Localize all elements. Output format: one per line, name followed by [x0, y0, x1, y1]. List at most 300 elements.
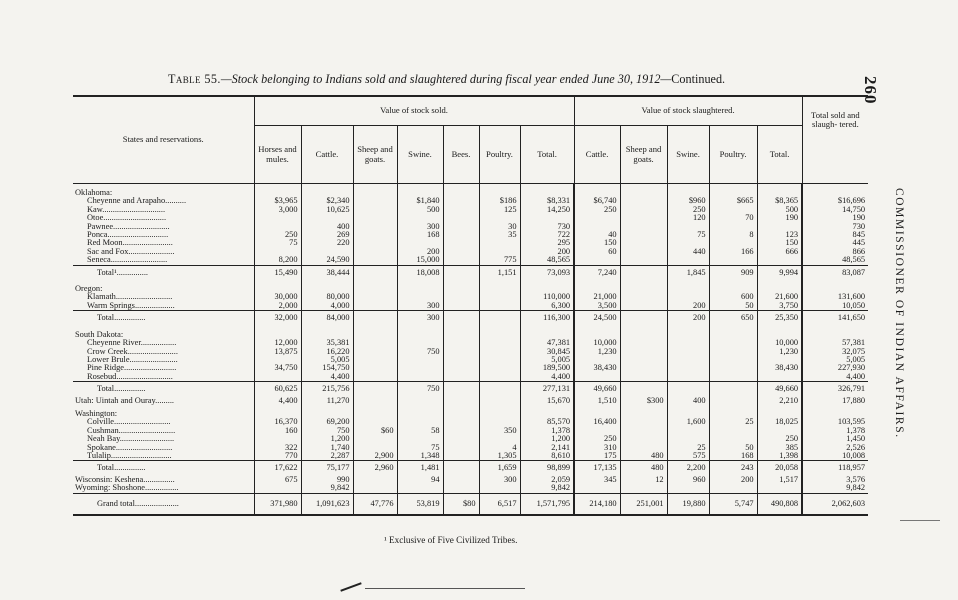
cell-value: [443, 214, 479, 222]
cell-value: [520, 214, 574, 222]
cell-value: [574, 214, 620, 222]
cell-value: [397, 184, 443, 198]
table-row: [73, 302, 868, 311]
cell-value: 750: [301, 427, 353, 435]
cell-value: [479, 484, 520, 493]
table-row: [73, 397, 868, 405]
cell-value: [620, 206, 667, 214]
cell-value: [397, 418, 443, 426]
table-title: [168, 72, 808, 87]
cell-value: [620, 427, 667, 435]
header-states: States and reservations.: [73, 96, 254, 184]
scan-mark: [365, 588, 525, 589]
cell-value: 73,093: [520, 265, 574, 280]
cell-value: 9,842: [802, 484, 868, 493]
cell-value: [520, 280, 574, 293]
cell-value: [620, 256, 667, 265]
cell-value: 227,930: [802, 364, 868, 372]
cell-value: [443, 231, 479, 239]
cell-value: 25: [709, 418, 757, 426]
table-row: [73, 373, 868, 382]
cell-value: [709, 427, 757, 435]
cell-value: [353, 382, 397, 397]
cell-value: [443, 356, 479, 364]
cell-value: 2,059: [520, 476, 574, 484]
cell-value: [353, 206, 397, 214]
row-label: Pawnee...........................: [87, 222, 170, 231]
cell-value: 168: [397, 231, 443, 239]
cell-value: [667, 364, 709, 372]
cell-value: 1,348: [397, 452, 443, 461]
cell-value: [667, 356, 709, 364]
cell-value: 13,875: [254, 348, 301, 356]
cell-value: [709, 373, 757, 382]
cell-value: 15,670: [520, 397, 574, 405]
row-label: Neah Bay..........................: [87, 435, 175, 444]
cell-value: [254, 184, 301, 198]
cell-value: [397, 214, 443, 222]
table-row: [73, 206, 868, 214]
cell-value: 49,660: [757, 382, 802, 397]
cell-value: [397, 373, 443, 382]
header-slaughtered-sheep: Sheep and goats.: [620, 126, 667, 184]
cell-value: 10,008: [802, 452, 868, 461]
cell-value: [479, 339, 520, 347]
cell-value: 770: [254, 452, 301, 461]
cell-value: 5,747: [709, 493, 757, 515]
table-row: [73, 231, 868, 239]
cell-value: [353, 405, 397, 418]
cell-value: [667, 382, 709, 397]
cell-value: [443, 197, 479, 205]
row-label: Spokane...........................: [87, 443, 173, 452]
cell-value: [254, 326, 301, 339]
cell-value: 9,994: [757, 265, 802, 280]
cell-value: 4,400: [802, 373, 868, 382]
cell-value: $8,365: [757, 197, 802, 205]
cell-value: 960: [667, 476, 709, 484]
cell-value: [574, 373, 620, 382]
cell-value: [802, 326, 868, 339]
cell-value: 1,450: [802, 435, 868, 443]
cell-value: 85,570: [520, 418, 574, 426]
cell-value: [397, 364, 443, 372]
cell-value: [620, 293, 667, 301]
cell-value: 190: [802, 214, 868, 222]
cell-value: [574, 223, 620, 231]
cell-value: [667, 326, 709, 339]
table-row: [73, 452, 868, 461]
cell-value: 17,880: [802, 397, 868, 405]
cell-value: [802, 405, 868, 418]
cell-value: 345: [574, 476, 620, 484]
row-label: Total...............: [73, 382, 254, 397]
cell-value: 125: [479, 206, 520, 214]
cell-value: 4,400: [301, 373, 353, 382]
table-row: [73, 223, 868, 231]
cell-value: 1,740: [301, 444, 353, 452]
cell-value: 200: [520, 248, 574, 256]
cell-value: 19,880: [667, 493, 709, 515]
cell-value: 60: [574, 248, 620, 256]
row-label: Washington:: [75, 408, 118, 418]
cell-value: [479, 405, 520, 418]
cell-value: 15,490: [254, 265, 301, 280]
cell-value: [620, 356, 667, 364]
cell-value: [757, 326, 802, 339]
cell-value: [443, 223, 479, 231]
cell-value: [353, 364, 397, 372]
cell-value: [353, 184, 397, 198]
cell-value: [443, 326, 479, 339]
cell-value: [520, 326, 574, 339]
table-row: [73, 427, 868, 435]
cell-value: [479, 311, 520, 326]
table-row: [73, 248, 868, 256]
cell-value: 322: [254, 444, 301, 452]
cell-value: [443, 435, 479, 443]
cell-value: [397, 356, 443, 364]
cell-value: 75: [254, 239, 301, 247]
cell-value: 385: [757, 444, 802, 452]
cell-value: [620, 348, 667, 356]
cell-value: 12: [620, 476, 667, 484]
cell-value: 371,980: [254, 493, 301, 515]
cell-value: 48,565: [802, 256, 868, 265]
header-sold-group: Value of stock sold.: [254, 96, 574, 126]
cell-value: 310: [574, 444, 620, 452]
cell-value: [574, 326, 620, 339]
header-slaughtered-group: Value of stock slaughtered.: [574, 96, 802, 126]
cell-value: 12,000: [254, 339, 301, 347]
cell-value: 160: [254, 427, 301, 435]
cell-value: [353, 435, 397, 443]
cell-value: [574, 184, 620, 198]
cell-value: [667, 239, 709, 247]
cell-value: [620, 280, 667, 293]
cell-value: 154,750: [301, 364, 353, 372]
cell-value: [443, 397, 479, 405]
cell-value: 30,000: [254, 293, 301, 301]
cell-value: [709, 256, 757, 265]
cell-value: 40: [574, 231, 620, 239]
row-label: Pine Ridge.........................: [87, 364, 177, 373]
cell-value: [620, 326, 667, 339]
cell-value: 168: [709, 452, 757, 461]
cell-value: 1,151: [479, 265, 520, 280]
cell-value: 24,500: [574, 311, 620, 326]
cell-value: 2,141: [520, 444, 574, 452]
cell-value: [353, 256, 397, 265]
cell-value: 9,842: [301, 484, 353, 493]
table-row: [73, 435, 868, 443]
header-sold-sheep: Sheep and goats.: [353, 126, 397, 184]
cell-value: 1,305: [479, 452, 520, 461]
cell-value: [397, 397, 443, 405]
cell-value: 866: [802, 248, 868, 256]
cell-value: [353, 248, 397, 256]
header-slaughtered-poultry: Poultry.: [709, 126, 757, 184]
cell-value: 4,400: [520, 373, 574, 382]
cell-value: [574, 280, 620, 293]
cell-value: [667, 405, 709, 418]
cell-value: 214,180: [574, 493, 620, 515]
cell-value: [620, 418, 667, 426]
cell-value: 75,177: [301, 461, 353, 476]
cell-value: [667, 184, 709, 198]
cell-value: 1,398: [757, 452, 802, 461]
cell-value: 2,200: [667, 461, 709, 476]
cell-value: [443, 206, 479, 214]
cell-value: [620, 214, 667, 222]
cell-value: [443, 364, 479, 372]
cell-value: [353, 444, 397, 452]
cell-value: [443, 302, 479, 311]
cell-value: [301, 214, 353, 222]
row-label: Lower Brule.......................: [87, 355, 178, 364]
cell-value: [667, 223, 709, 231]
cell-value: [353, 356, 397, 364]
row-label: Utah: Uintah and Ouray.........: [75, 396, 175, 405]
header-sold-horses: Horses and mules.: [254, 126, 301, 184]
cell-value: 47,381: [520, 339, 574, 347]
cell-value: [620, 184, 667, 198]
cell-value: 1,230: [574, 348, 620, 356]
cell-value: 1,845: [667, 265, 709, 280]
cell-value: [479, 293, 520, 301]
cell-value: 118,957: [802, 461, 868, 476]
cell-value: [301, 280, 353, 293]
cell-value: 7,240: [574, 265, 620, 280]
cell-value: [667, 256, 709, 265]
cell-value: 11,270: [301, 397, 353, 405]
cell-value: [757, 280, 802, 293]
cell-value: [353, 239, 397, 247]
cell-value: [667, 484, 709, 493]
cell-value: [301, 184, 353, 198]
table-row: [73, 444, 868, 452]
cell-value: 3,576: [802, 476, 868, 484]
cell-value: 70: [709, 214, 757, 222]
cell-value: 215,756: [301, 382, 353, 397]
cell-value: 53,819: [397, 493, 443, 515]
cell-value: [479, 373, 520, 382]
row-label: South Dakota:: [75, 329, 124, 339]
cell-value: [443, 405, 479, 418]
cell-value: [709, 326, 757, 339]
cell-value: [667, 373, 709, 382]
cell-value: 116,300: [520, 311, 574, 326]
cell-value: [479, 280, 520, 293]
cell-value: 75: [667, 231, 709, 239]
cell-value: [254, 248, 301, 256]
cell-value: 4,000: [301, 302, 353, 311]
table-row: [73, 364, 868, 372]
row-label: Red Moon........................: [87, 239, 173, 248]
cell-value: [443, 265, 479, 280]
cell-value: 69,200: [301, 418, 353, 426]
cell-value: 909: [709, 265, 757, 280]
cell-value: 1,571,795: [520, 493, 574, 515]
cell-value: [443, 348, 479, 356]
cell-value: [397, 405, 443, 418]
cell-value: 250: [757, 435, 802, 443]
cell-value: 83,087: [802, 265, 868, 280]
cell-value: 21,600: [757, 293, 802, 301]
cell-value: [397, 435, 443, 443]
total-row: [73, 311, 868, 326]
grand-total-row: [73, 493, 868, 515]
row-label: Cushman...........................: [87, 426, 176, 435]
cell-value: 666: [757, 248, 802, 256]
cell-value: [353, 311, 397, 326]
cell-value: [802, 280, 868, 293]
cell-value: 16,370: [254, 418, 301, 426]
cell-value: 190: [757, 214, 802, 222]
cell-value: 4: [479, 444, 520, 452]
cell-value: $16,696: [802, 197, 868, 205]
page-number: 260: [861, 76, 880, 105]
cell-value: [667, 348, 709, 356]
cell-value: [757, 184, 802, 198]
cell-value: 990: [301, 476, 353, 484]
table-row: [73, 348, 868, 356]
cell-value: [301, 405, 353, 418]
state-row: [73, 326, 868, 339]
cell-value: 141,650: [802, 311, 868, 326]
cell-value: [397, 239, 443, 247]
cell-value: [479, 326, 520, 339]
cell-value: 35: [479, 231, 520, 239]
cell-value: 17,622: [254, 461, 301, 476]
table-row: [73, 418, 868, 426]
cell-value: [254, 484, 301, 493]
cell-value: [620, 382, 667, 397]
cell-value: 1,200: [520, 435, 574, 443]
cell-value: 50: [709, 302, 757, 311]
cell-value: 32,075: [802, 348, 868, 356]
row-label: Tulalip.............................: [87, 451, 172, 460]
cell-value: [574, 405, 620, 418]
cell-value: 60,625: [254, 382, 301, 397]
table-row: [73, 256, 868, 265]
cell-value: [443, 427, 479, 435]
cell-value: [620, 444, 667, 452]
cell-value: 18,025: [757, 418, 802, 426]
cell-value: [254, 214, 301, 222]
cell-value: 94: [397, 476, 443, 484]
table-row: [73, 476, 868, 484]
cell-value: 189,500: [520, 364, 574, 372]
cell-value: [353, 397, 397, 405]
table-row: [73, 356, 868, 364]
table-row: [73, 239, 868, 247]
cell-value: [443, 373, 479, 382]
cell-value: 775: [479, 256, 520, 265]
cell-value: [353, 339, 397, 347]
cell-value: 730: [802, 223, 868, 231]
cell-value: 84,000: [301, 311, 353, 326]
cell-value: 1,091,623: [301, 493, 353, 515]
cell-value: 250: [254, 231, 301, 239]
cell-value: 300: [397, 223, 443, 231]
cell-value: 57,381: [802, 339, 868, 347]
cell-value: [757, 484, 802, 493]
cell-value: 300: [397, 302, 443, 311]
cell-value: 5,005: [301, 356, 353, 364]
cell-value: $8,331: [520, 197, 574, 205]
cell-value: 845: [802, 231, 868, 239]
cell-value: 110,000: [520, 293, 574, 301]
cell-value: [667, 280, 709, 293]
cell-value: [709, 348, 757, 356]
cell-value: [709, 356, 757, 364]
cell-value: 445: [802, 239, 868, 247]
table-row: [73, 214, 868, 222]
cell-value: [709, 280, 757, 293]
cell-value: $300: [620, 397, 667, 405]
cell-value: 730: [520, 223, 574, 231]
cell-value: [757, 427, 802, 435]
cell-value: [254, 356, 301, 364]
cell-value: 250: [574, 435, 620, 443]
cell-value: 34,750: [254, 364, 301, 372]
cell-value: 650: [709, 311, 757, 326]
cell-value: [443, 418, 479, 426]
cell-value: [667, 339, 709, 347]
cell-value: 48,565: [520, 256, 574, 265]
cell-value: 8,200: [254, 256, 301, 265]
cell-value: $3,965: [254, 197, 301, 205]
cell-value: [709, 435, 757, 443]
cell-value: [620, 239, 667, 247]
cell-value: 200: [709, 476, 757, 484]
cell-value: 50: [709, 444, 757, 452]
cell-value: 24,590: [301, 256, 353, 265]
cell-value: [479, 356, 520, 364]
cell-value: [443, 311, 479, 326]
cell-value: [667, 293, 709, 301]
row-label: Sac and Fox......................: [87, 247, 175, 256]
cell-value: 326,791: [802, 382, 868, 397]
cell-value: 220: [301, 239, 353, 247]
cell-value: 1,200: [301, 435, 353, 443]
cell-value: [709, 239, 757, 247]
cell-value: [479, 184, 520, 198]
cell-value: [479, 418, 520, 426]
row-label: Total...............: [73, 311, 254, 326]
cell-value: [353, 326, 397, 339]
cell-value: 722: [520, 231, 574, 239]
cell-value: 400: [301, 223, 353, 231]
state-row: [73, 280, 868, 293]
cell-value: [353, 348, 397, 356]
table-row: [73, 339, 868, 347]
cell-value: [353, 293, 397, 301]
table-row: [73, 197, 868, 205]
cell-value: 131,600: [802, 293, 868, 301]
cell-value: [443, 256, 479, 265]
cell-value: $186: [479, 197, 520, 205]
cell-value: [520, 184, 574, 198]
cell-value: 295: [520, 239, 574, 247]
cell-value: 10,625: [301, 206, 353, 214]
cell-value: [757, 373, 802, 382]
cell-value: 750: [397, 348, 443, 356]
cell-value: [574, 427, 620, 435]
row-label: Otoe..............................: [87, 214, 167, 223]
cell-value: 75: [397, 444, 443, 452]
